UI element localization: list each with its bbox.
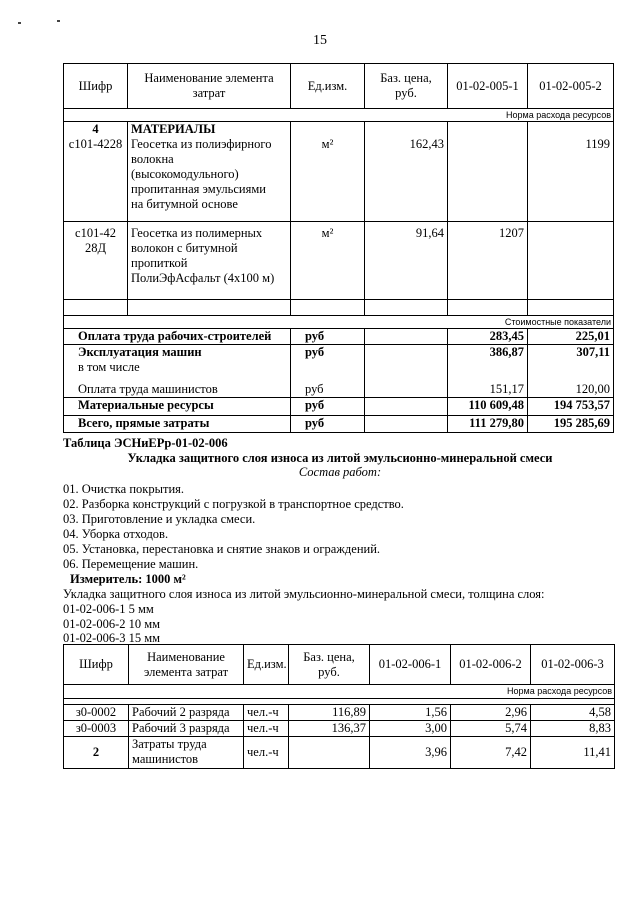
table-header-row <box>64 64 614 109</box>
material-name: пропитанная эмульсиями <box>131 182 266 196</box>
cost-label-row <box>64 316 614 329</box>
work-item: 02. Разборка конструкций с погрузкой в транспортное средство. <box>63 497 404 511</box>
col-header: 01-02-006-2 <box>451 645 531 685</box>
norm-label: Норма расхода ресурсов <box>64 109 614 122</box>
col-header: 01-02-005-2 <box>528 64 614 109</box>
resource-table-1 <box>63 63 614 433</box>
table-row <box>64 222 614 300</box>
cost-value: 195 285,69 <box>528 415 614 432</box>
cost-name: Материальные ресурсы <box>64 397 291 415</box>
unit: м² <box>321 137 334 151</box>
resource-code: 2 <box>64 737 129 769</box>
cost-unit: руб <box>291 415 365 432</box>
material-code: с101-4228Д <box>75 226 116 255</box>
cost-label: Стоимостные показатели <box>64 316 614 329</box>
col-header: 01-02-006-1 <box>370 645 451 685</box>
price: 136,37 <box>289 721 370 737</box>
norm-row <box>64 109 614 122</box>
table-row <box>64 721 615 737</box>
cost-unit: руб <box>291 329 365 345</box>
value: 1207 <box>499 226 524 240</box>
material-name: волокон с битумной <box>131 241 238 255</box>
cost-name: в том числе <box>64 360 291 377</box>
price: 116,89 <box>289 705 370 721</box>
work-heading: Состав работ: <box>298 465 382 479</box>
cost-row <box>64 345 614 361</box>
table-row <box>64 737 615 769</box>
cost-unit: руб <box>291 397 365 415</box>
section-title: МАТЕРИАЛЫ <box>131 122 216 136</box>
work-item: 06. Перемещение машин. <box>63 557 199 571</box>
value: 1199 <box>585 137 610 151</box>
section-number: 4 <box>92 122 99 136</box>
work-item: 01. Очистка покрытия. <box>63 482 185 496</box>
cost-name: Эксплуатация машин <box>64 345 291 361</box>
cost-value: 151,17 <box>448 377 528 397</box>
variant-item: 01-02-006-3 15 мм <box>63 631 161 645</box>
value: 11,41 <box>531 737 615 769</box>
cost-row <box>64 415 614 432</box>
work-item: 03. Приготовление и укладка смеси. <box>63 512 256 526</box>
cost-name: Всего, прямые затраты <box>64 415 291 432</box>
material-name: ПолиЭфАсфальт (4х100 м) <box>131 271 275 285</box>
resource-name: Затраты труда <box>132 737 207 751</box>
resource-code: з0-0002 <box>64 705 129 721</box>
value: 7,42 <box>451 737 531 769</box>
table-title: Таблица ЭСНиЕРр-01-02-006 <box>63 436 228 450</box>
col-header: Баз. цена, руб. <box>289 645 370 685</box>
cost-name: Оплата труда рабочих-строителей <box>64 329 291 345</box>
price: 162,43 <box>409 137 444 151</box>
work-item: 05. Установка, перестановка и снятие знаков и ограждений. <box>63 542 381 556</box>
unit: чел.-ч <box>244 705 289 721</box>
measure-unit: Измеритель: 1000 м² <box>70 572 186 586</box>
cost-value: 110 609,48 <box>448 397 528 415</box>
unit: м² <box>321 226 334 240</box>
value: 5,74 <box>451 721 531 737</box>
cost-value: 194 753,57 <box>528 397 614 415</box>
col-header: Наименование элемента затрат <box>129 645 244 685</box>
table-row <box>64 705 615 721</box>
variant-item: 01-02-006-1 5 мм <box>63 602 154 616</box>
col-header: Баз. цена, руб. <box>365 64 448 109</box>
cost-row <box>64 360 614 377</box>
material-name: волокна <box>131 152 174 166</box>
value: 3,00 <box>370 721 451 737</box>
spacer-row <box>64 300 614 316</box>
unit: чел.-ч <box>244 721 289 737</box>
col-header: Ед.изм. <box>291 64 365 109</box>
table-subtitle: Укладка защитного слоя износа из литой эмульсионно-минеральной смеси <box>127 451 553 465</box>
col-header: Ед.изм. <box>244 645 289 685</box>
col-header: 01-02-005-1 <box>448 64 528 109</box>
norm-row <box>64 685 615 699</box>
value: 1,56 <box>370 705 451 721</box>
table-header-row <box>64 645 615 685</box>
material-name: (высокомодульного) <box>131 167 239 181</box>
material-name: Геосетка из полимерных <box>131 226 263 240</box>
resource-name: Рабочий 2 разряда <box>129 705 244 721</box>
value: 8,83 <box>531 721 615 737</box>
cost-value: 283,45 <box>448 329 528 345</box>
value: 4,58 <box>531 705 615 721</box>
col-header: Шифр <box>64 64 128 109</box>
cost-unit: руб <box>291 345 365 361</box>
price: 91,64 <box>415 226 444 240</box>
intro-text: Укладка защитного слоя износа из литой эмульсионно-минеральной смеси, толщина слоя: <box>63 587 545 601</box>
page-number: 15 <box>313 33 327 48</box>
resource-table-2 <box>63 644 615 769</box>
cost-value: 111 279,80 <box>448 415 528 432</box>
scan-mark <box>18 22 21 24</box>
variant-item: 01-02-006-2 10 мм <box>63 617 161 631</box>
col-header: Наименование элемента затрат <box>128 64 291 109</box>
material-name: на битумной основе <box>131 197 238 211</box>
cost-value: 225,01 <box>528 329 614 345</box>
col-header: Шифр <box>64 645 129 685</box>
scan-mark <box>57 20 60 22</box>
table-row <box>64 122 614 222</box>
material-code: с101-4228 <box>68 137 123 151</box>
cost-row <box>64 329 614 345</box>
cost-name: Оплата труда машинистов <box>64 377 291 397</box>
resource-name: Рабочий 3 разряда <box>129 721 244 737</box>
cost-value: 307,11 <box>528 345 614 361</box>
value: 3,96 <box>370 737 451 769</box>
cost-unit: руб <box>291 377 365 397</box>
price <box>289 737 370 769</box>
resource-name: машинистов <box>132 752 199 766</box>
material-name: пропиткой <box>131 256 188 270</box>
cost-value: 120,00 <box>528 377 614 397</box>
resource-code: з0-0003 <box>64 721 129 737</box>
value: 2,96 <box>451 705 531 721</box>
material-name: Геосетка из полиэфирного <box>131 137 272 151</box>
cost-value: 386,87 <box>448 345 528 361</box>
work-item: 04. Уборка отходов. <box>63 527 169 541</box>
cost-row <box>64 397 614 415</box>
col-header: 01-02-006-3 <box>531 645 615 685</box>
unit: чел.-ч <box>244 737 289 769</box>
norm-label: Норма расхода ресурсов <box>64 685 615 699</box>
cost-row <box>64 377 614 397</box>
